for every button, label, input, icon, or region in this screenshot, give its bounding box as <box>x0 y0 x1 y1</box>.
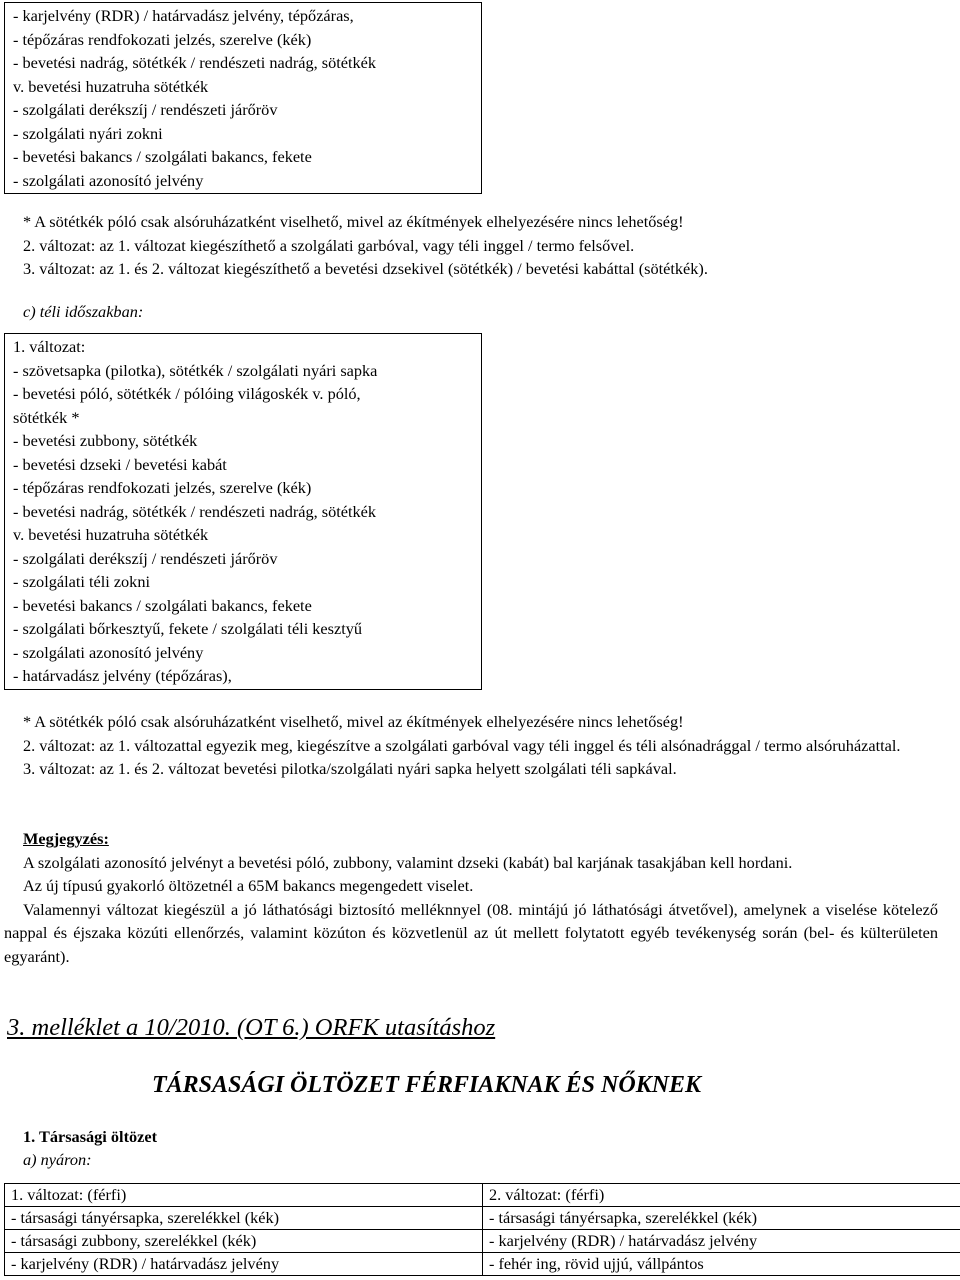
table-cell: - társasági tányérsapka, szerelékkel (kék) <box>483 1207 960 1230</box>
list-item: - szolgálati derékszíj / rendészeti járőröv <box>13 100 278 119</box>
list-item: - tépőzáras rendfokozati jelzés, szerelve (kék) <box>13 29 312 49</box>
list-item: - bevetési bakancs / szolgálati bakancs, fekete <box>13 595 312 615</box>
list-item: - bevetési bakancs / szolgálati bakancs, fekete <box>13 147 312 166</box>
annex-heading: 3. melléklet a 10/2010. (OT 6.) ORFK utasításhoz <box>7 1014 496 1041</box>
list-item: - szolgálati azonosító jelvény <box>13 642 204 662</box>
list-item: v. bevetési huzatruha sötétkék <box>13 76 209 96</box>
list-item: - bevetési nadrág, sötétkék / rendészeti nadrág, sötétkék <box>13 501 377 521</box>
attire-table <box>4 1183 960 1276</box>
list-item: - bevetési nadrág, sötétkék / rendészeti nadrág, sötétkék <box>13 53 377 72</box>
list-item: sötétkék * <box>13 407 80 427</box>
list-item: - szolgálati téli zokni <box>13 572 150 591</box>
table-cell: 1. változat: (férfi) <box>5 1184 483 1207</box>
subsection-title: a) nyáron: <box>23 1150 92 1169</box>
footnote: * A sötétkék póló csak alsóruházatként viselhető, mivel az ékítmények elhelyezésére nincs lehetőség! <box>23 712 684 731</box>
table-row <box>5 1184 960 1207</box>
winter-notes <box>4 710 939 781</box>
list-item: - szolgálati derékszíj / rendészeti járőröv <box>13 548 278 568</box>
table-cell: 2. változat: (férfi) <box>483 1184 960 1207</box>
winter-variant-box <box>4 333 482 690</box>
list-item: - bevetési dzseki / bevetési kabát <box>13 454 227 474</box>
variant-note: 2. változat: az 1. változattal egyezik meg, kiegészítve a szolgálati garbóval vagy téli inggel és téli alsónadrággal / termo alsóruházattal. <box>23 735 901 755</box>
list-item: - bevetési póló, sötétkék / pólóing világoskék v. póló, <box>13 384 361 403</box>
list-item: - szolgálati azonosító jelvény <box>13 170 204 190</box>
remark-title: Megjegyzés: <box>23 829 109 848</box>
table-row <box>5 1230 960 1253</box>
list-item: - szolgálati bőrkesztyű, fekete / szolgálati téli kesztyű <box>13 619 363 638</box>
list-item: - bevetési zubbony, sötétkék <box>13 431 198 450</box>
variant-note: 2. változat: az 1. változat kiegészíthető a szolgálati garbóval, vagy téli inggel / termo felsővel. <box>23 235 635 255</box>
list-item: - szövetsapka (pilotka), sötétkék / szolgálati nyári sapka <box>13 360 378 380</box>
annex-subheading: TÁRSASÁGI ÖLTÖZET FÉRFIAKNAK ÉS NŐKNEK <box>152 1072 702 1098</box>
variant-note: 3. változat: az 1. és 2. változat bevetési pilotka/szolgálati nyári sapka helyett szolgálati téli sapkával. <box>23 759 677 778</box>
summer-variant-box <box>4 2 482 194</box>
table-cell: - karjelvény (RDR) / határvadász jelvény <box>5 1253 483 1276</box>
table-row <box>5 1207 960 1230</box>
variant-note: 3. változat: az 1. és 2. változat kiegészíthető a bevetési dzsekivel (sötétkék) / bevetési kabáttal (sötétkék). <box>23 259 708 278</box>
winter-heading: c) téli időszakban: <box>23 302 144 321</box>
footnote: * A sötétkék póló csak alsóruházatként viselhető, mivel az ékítmények elhelyezésére nincs lehetőség! <box>23 212 684 231</box>
summer-notes <box>23 210 953 281</box>
remark-paragraph: Valamennyi változat kiegészül a jó láthatósági biztosító melléknnyel (08. mintájú jó láthatósági átvetővel), amelynek a viselése kötelező nappal és éjszaka közúti ellenőrzés, valamint közúton és közvetlenül az út mellett folytatott egyéb tevékenység során (bel- és külterületen egyaránt). <box>4 899 938 966</box>
list-item: v. bevetési huzatruha sötétkék <box>13 525 209 544</box>
list-item: - határvadász jelvény (tépőzáras), <box>13 666 232 685</box>
list-item: 1. változat: <box>13 337 86 356</box>
remark-paragraph: Az új típusú gyakorló öltözetnél a 65M bakancs megengedett viselet. <box>23 876 474 895</box>
table-row <box>5 1253 960 1276</box>
list-item: - karjelvény (RDR) / határvadász jelvény, tépőzáras, <box>13 6 354 25</box>
list-item: - tépőzáras rendfokozati jelzés, szerelve (kék) <box>13 478 312 497</box>
table-cell: - társasági zubbony, szerelékkel (kék) <box>5 1230 483 1253</box>
list-item: - szolgálati nyári zokni <box>13 123 163 143</box>
table-cell: - karjelvény (RDR) / határvadász jelvény <box>483 1230 960 1253</box>
table-cell: - társasági tányérsapka, szerelékkel (kék) <box>5 1207 483 1230</box>
table-cell: - fehér ing, rövid ujjú, vállpántos <box>483 1253 960 1276</box>
remarks <box>4 827 938 968</box>
remark-paragraph: A szolgálati azonosító jelvényt a bevetési póló, zubbony, valamint dzseki (kabát) bal karjának tasakjában kell hordani. <box>23 852 793 872</box>
section-title: 1. Társasági öltözet <box>23 1127 158 1146</box>
